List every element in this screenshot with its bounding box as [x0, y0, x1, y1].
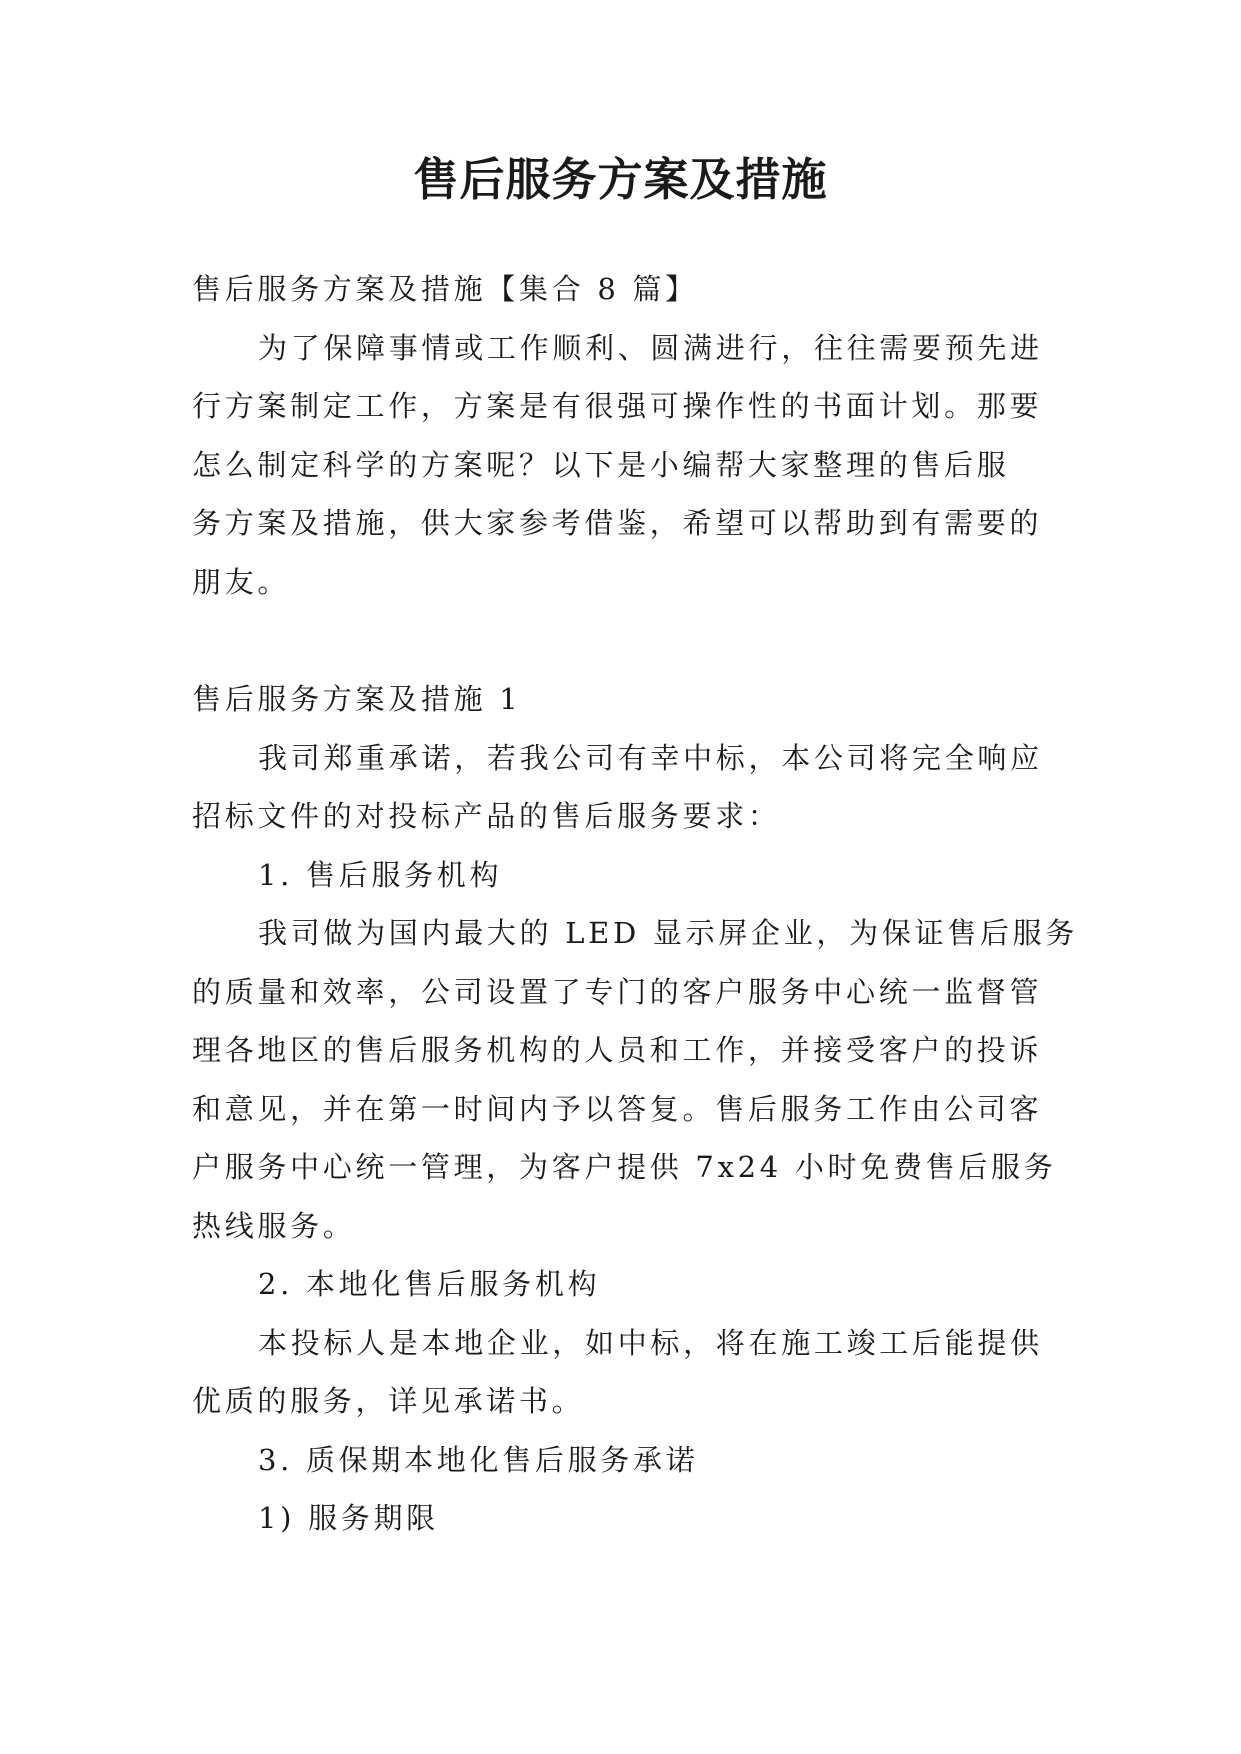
paragraph-line: 理各地区的售后服务机构的人员和工作，并接受客户的投诉: [192, 1033, 1043, 1067]
paragraph-line: 的质量和效率，公司设置了专门的客户服务中心统一监督管: [192, 974, 1043, 1009]
item1-paragraph: [192, 904, 1079, 1255]
item2-paragraph: [192, 1314, 1060, 1431]
paragraph-line: 户服务中心统一管理，为客户提供 7x24 小时免费售后服务: [192, 1150, 1057, 1184]
paragraph-line: 我司郑重承诺，若我公司有幸中标，本公司将完全响应: [258, 740, 1043, 775]
blank-line: [192, 611, 1060, 670]
paragraph-line: 行方案制定工作，方案是有很强可操作性的书面计划。那要: [192, 389, 1043, 423]
paragraph-line: 招标文件的对投标产品的售后服务要求：: [192, 799, 781, 833]
paragraph-line: 优质的服务，详见承诺书。: [192, 1384, 585, 1418]
commitment-paragraph: [192, 729, 1060, 846]
section-heading: 售后服务方案及措施 1: [192, 682, 522, 716]
paragraph-line: 朋友。: [192, 564, 291, 599]
item-heading: 1. 售后服务机构: [258, 857, 503, 892]
item-heading: 2. 本地化售后服务机构: [258, 1267, 601, 1301]
collection-heading: 售后服务方案及措施【集合 8 篇】: [192, 272, 698, 306]
paragraph-line: 我司做为国内最大的 LED 显示屏企业，为保证售后服务: [258, 916, 1079, 950]
paragraph-line: 务方案及措施，供大家参考借鉴，希望可以帮助到有需要的: [192, 506, 1043, 540]
document-body: [192, 260, 1079, 1548]
intro-paragraph: [192, 319, 1060, 612]
paragraph-line: 怎么制定科学的方案呢？以下是小编帮大家整理的售后服: [192, 447, 1010, 482]
paragraph-line: 本投标人是本地企业，如中标，将在施工竣工后能提供: [258, 1325, 1043, 1360]
page-title: 售后服务方案及措施: [413, 153, 828, 206]
sub-item-heading: 1) 服务期限: [258, 1501, 439, 1535]
paragraph-line: 为了保障事情或工作顺利、圆满进行，往往需要预先进: [258, 330, 1043, 365]
item-heading: 3. 质保期本地化售后服务承诺: [258, 1442, 699, 1477]
paragraph-line: 和意见，并在第一时间内予以答复。售后服务工作由公司客: [192, 1091, 1043, 1126]
paragraph-line: 热线服务。: [192, 1208, 356, 1243]
